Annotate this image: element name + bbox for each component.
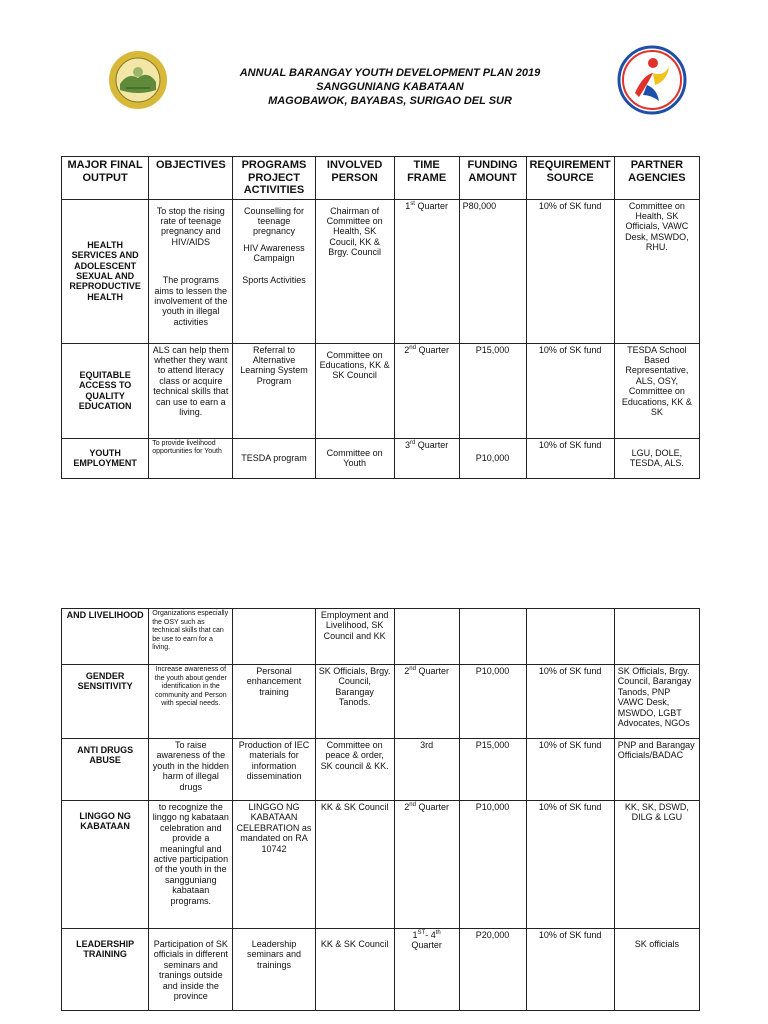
time-cell [394,609,459,665]
source-cell: 10% of SK fund [526,438,614,478]
objectives-cell: To provide livelihood opportunities for Youth [149,438,233,478]
column-header: OBJECTIVES [149,157,233,200]
person-cell: Committee on Youth [315,438,394,478]
person-cell: Committee on peace & order, SK council & KK. [315,739,394,801]
programs-cell: LINGGO NG KABATAAN CELEBRATION as mandated on RA 10742 [233,801,315,929]
time-cell: 3rd [394,739,459,801]
source-cell: 10% of SK fund [526,665,614,739]
partners-cell: KK, SK, DSWD, DILG & LGU [614,801,699,929]
time-cell: 2nd Quarter [394,801,459,929]
output-cell: YOUTH EMPLOYMENT [62,438,149,478]
output-cell: GENDER SENSITIVITY [62,665,149,739]
table-row [62,739,700,801]
output-cell: ANTI DRUGS ABUSE [62,739,149,801]
source-cell: 10% of SK fund [526,929,614,1011]
program-text: HIV Awareness Campaign [243,242,305,264]
table-row [62,801,700,929]
source-cell: 10% of SK fund [526,199,614,343]
objectives-cell: To raise awareness of the youth in the hidden harm of illegal drugs [149,739,233,801]
output-cell: LEADERSHIP TRAINING [62,929,149,1011]
programs-cell: Personal enhancement training [233,665,315,739]
person-cell: Chairman of Committee on Health, SK Coucil, KK & Brgy. Council [315,199,394,343]
amount-cell: P15,000 [459,739,526,801]
programs-cell: Leadership seminars and trainings [233,929,315,1011]
time-cell: 2nd Quarter [394,343,459,438]
amount-cell: P15,000 [459,343,526,438]
person-cell: Committee on Educations, KK & SK Council [315,343,394,438]
programs-cell: Referral to Alternative Learning System Program [233,343,315,438]
column-header: TIME FRAME [394,157,459,200]
plan-table-page1 [61,156,700,479]
time-cell: 1st Quarter [394,199,459,343]
program-text: Sports Activities [242,274,306,285]
table-row [62,665,700,739]
partners-cell: PNP and Barangay Officials/BADAC [614,739,699,801]
programs-cell: TESDA program [233,438,315,478]
output-cell: AND LIVELIHOOD [62,609,149,665]
programs-cell [233,609,315,665]
column-header: PROGRAMS PROJECT ACTIVITIES [233,157,315,200]
objectives-cell [149,199,233,343]
source-cell: 10% of SK fund [526,801,614,929]
partners-cell: Committee on Health, SK Officials, VAWC Desk, MSWDO, RHU. [614,199,699,343]
objective-text: To stop the rising rate of teenage pregnancy and HIV/AIDS [156,205,225,247]
document-header [180,66,600,108]
amount-cell: P10,000 [459,438,526,478]
partners-cell: TESDA School Based Representative, ALS, OSY, Committee on Educations, KK & SK [614,343,699,438]
objectives-cell: ALS can help them whether they want to attend literacy class or acquire technical skills that can use to earn a living. [149,343,233,438]
header-location: MAGOBAWOK, BAYABAS, SURIGAO DEL SUR [268,95,512,107]
source-cell [526,609,614,665]
table-row [62,609,700,665]
program-text: Counselling for teenage pregnancy [243,205,304,237]
table-row [62,343,700,438]
partners-cell: SK officials [614,929,699,1011]
amount-cell: P10,000 [459,801,526,929]
person-cell: SK Officials, Brgy. Council, Barangay Tanods. [315,665,394,739]
output-cell: LINGGO NG KABATAAN [62,801,149,929]
output-cell: EQUITABLE ACCESS TO QUALITY EDUCATION [62,343,149,438]
time-cell: 1ST- 4th Quarter [394,929,459,1011]
header-title: ANNUAL BARANGAY YOUTH DEVELOPMENT PLAN 2019 [239,67,541,79]
plan-table-page2 [61,608,700,1011]
output-cell: HEALTH SERVICES AND ADOLESCENT SEXUAL AND REPRODUCTIVE HEALTH [62,199,149,343]
objective-text: The programs aims to lessen the involvement of the youth in illegal activities [154,275,228,327]
partners-cell [614,609,699,665]
amount-cell [459,609,526,665]
column-header: FUNDING AMOUNT [459,157,526,200]
table-row [62,199,700,343]
column-header: PARTNER AGENCIES [614,157,699,200]
objectives-cell: Participation of SK officials in different seminars and tranings outside and inside the province [149,929,233,1011]
person-cell: Employment and Livelihood, SK Council and KK [315,609,394,665]
partners-cell: SK Officials, Brgy. Council, Barangay Tanods, PNP VAWC Desk, MSWDO, LGBT Advocates, NGOs [614,665,699,739]
partners-cell: LGU, DOLE, TESDA, ALS. [614,438,699,478]
amount-cell: P80,000 [459,199,526,343]
person-cell: KK & SK Council [315,929,394,1011]
objectives-cell: Organizations especially the OSY such as technical skills that can be use to earn for a living. [149,609,233,665]
source-cell: 10% of SK fund [526,739,614,801]
amount-cell: P20,000 [459,929,526,1011]
programs-cell: Production of IEC materials for information dissemination [233,739,315,801]
time-cell: 2nd Quarter [394,665,459,739]
barangay-seal-logo [108,50,168,110]
objectives-cell: Increase awareness of the youth about gender identification in the community and Person with special needs. [149,665,233,739]
time-cell: 3rd Quarter [394,438,459,478]
column-header: REQUIREMENT SOURCE [526,157,614,200]
objectives-cell: to recognize the linggo ng kabataan celebration and provide a meaningful and active participation of the youth in the sangguniang kabataan programs. [149,801,233,929]
column-header: MAJOR FINAL OUTPUT [62,157,149,200]
column-header: INVOLVED PERSON [315,157,394,200]
table-row [62,438,700,478]
source-cell: 10% of SK fund [526,343,614,438]
amount-cell: P10,000 [459,665,526,739]
table-row [62,929,700,1011]
table-header-row [62,157,700,200]
sk-logo [617,45,687,115]
header-organization: SANGGUNIANG KABATAAN [316,81,464,93]
programs-cell [233,199,315,343]
person-cell: KK & SK Council [315,801,394,929]
